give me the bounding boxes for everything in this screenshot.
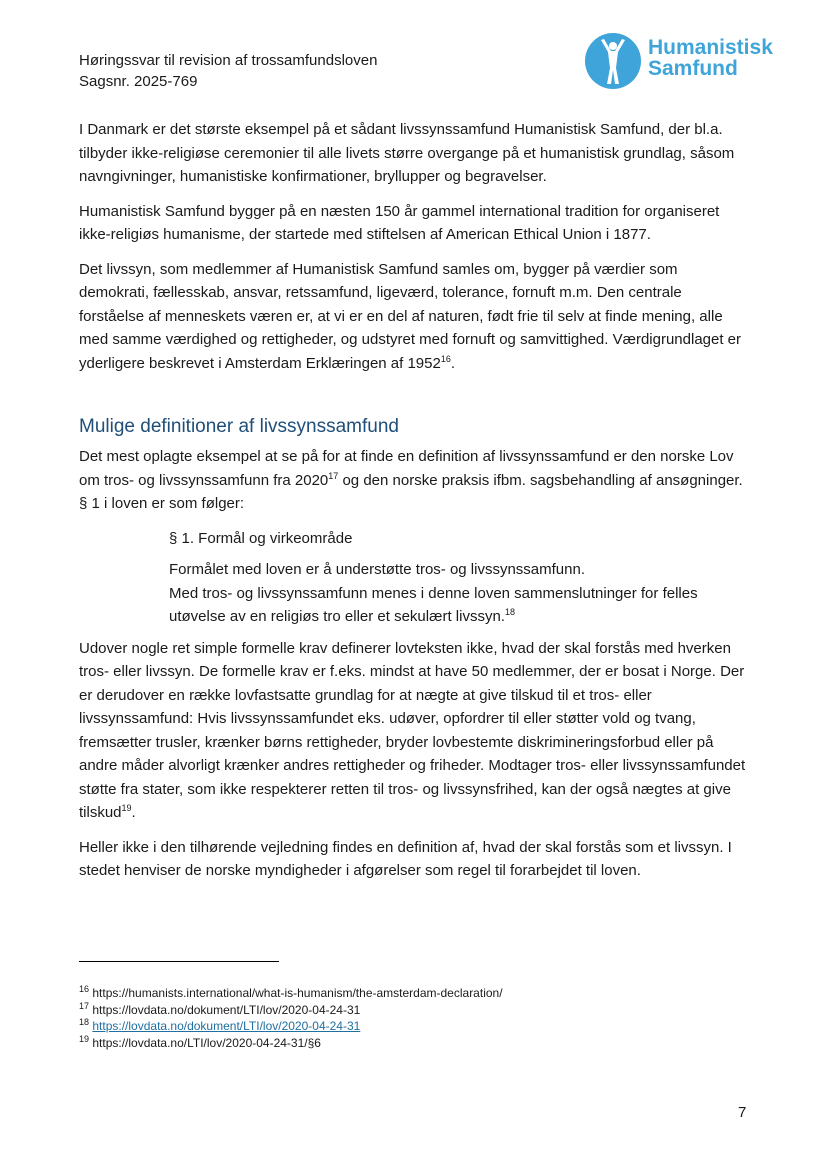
paragraph: Humanistisk Samfund bygger på en næsten 150 år gammel international tradition for organiseret ikke-religiøs humanisme, der startede med stiftelsen af American Ethical Union i 1877. (79, 202, 720, 243)
section-heading: Mulige definitioner af livssynssamfund (79, 416, 399, 437)
footnote-ref: 17 (328, 470, 339, 481)
footnote: $^{18}$ https://lovdata.no/dokument/LTI/lov/2020-04-24-31 (79, 1017, 361, 1033)
document-title: Høringssvar til revision af trossamfundsloven (79, 52, 378, 69)
quote-title: § 1. Formål og virkeområde (169, 529, 353, 547)
footnote: $^{17}$ https://lovdata.no/dokument/LTI/lov/2020-04-24-31 (79, 1000, 361, 1017)
document-body (79, 118, 749, 894)
footnote-ref: 19 (121, 803, 132, 813)
footnote-divider (79, 961, 279, 962)
paragraph: I Danmark er det største eksempel på et sådant livssynssamfund Humanistisk Samfund, der bl.a. tilbyder ikke-religiøse ceremonier til alle livets større overgange på et humanistisk grundlag, såsom navngivninger, humanistiske konfirmationer, bryllupper og begravelser. (79, 121, 735, 185)
footnotes (79, 985, 503, 1051)
footnote: $^{16}$ https://humanists.international/what-is-humanism/the-amsterdam-declaration/ (79, 984, 503, 1000)
quote-line: Formålet med loven er å understøtte tros- og livssynssamfunn. (169, 561, 586, 578)
paragraph: Det livssyn, som medlemmer af Humanistisk Samfund samles om, bygger på værdier som demokrati, fællesskab, ansvar, retssamfund, ligeværd, tolerance, fornuft m.m. Den centrale forståelse af menneskets væren er, at vi er en del af naturen, født frie til selv at finde mening, alle med samme værdighed og rettigheder, og udstyret med fornuft og samvittighed. Værdigrundlaget er yderligere beskrevet i Amsterdam Erklæringen af 1952$^{16}$. (79, 260, 742, 372)
page-number: 7 (738, 1104, 747, 1121)
footnote-link[interactable]: https://lovdata.no/dokument/LTI/lov/2020-04-24-31 (92, 1019, 361, 1033)
quote-line: Med tros- og livssynssamfunn menes i denne loven sammenslutninger for felles utøvelse av en religiøs tro eller et sekulært livssyn.$^{18}$ (169, 584, 698, 625)
humanistisk-samfund-logo (584, 32, 784, 92)
page-header (79, 50, 377, 92)
footnote-ref: 18 (504, 607, 515, 617)
footnote: $^{19}$ https://lovdata.no/LTI/lov/2020-04-24-31/§6 (79, 1033, 321, 1050)
paragraph: Det mest oplagte eksempel at se på for at finde en definition af livssynssamfund er den norske Lov om tros- og livssynssamfunn fra 2020$^{17}$ og den norske praksis ifbm. sagsbehandling af ansøgninger. § 1 i loven er som følger: (79, 448, 743, 512)
case-number: Sagsnr. 2025-769 (79, 73, 198, 90)
paragraph: Udover nogle ret simple formelle krav definerer lovteksten ikke, hvad der skal forstås med hverken tros- eller livssyn. De formelle krav er f.eks. mindst at have 50 medlemmer, der er bosat i Norge. Der er derudover en række lovfastsatte grundlag for at nægte at give tilskud til et tros- eller livssynssamfund: Hvis livssynssamfundet eks. udøver, opfordrer til eller støtter vold og tvang, fremsætter trusler, krænker børns rettigheder, bryder lovbestemte diskrimineringsforbud eller på andre måder alvorligt krænker andres rettigheder og friheder. Modtager tros- eller livssynssamfundet støtte fra stater, som ikke respekterer retten til tros- og livssynsfrihed, kan der også nægtes at give tilskud$^{19}$. (79, 639, 746, 821)
humanist-figure-icon (584, 32, 642, 90)
footnote-ref: 16 (440, 353, 451, 364)
paragraph: Heller ikke i den tilhørende vejledning findes en definition af, hvad der skal forstås som et livssyn. I stedet henviser de norske myndigheder i afgørelser som regel til forarbejdet til loven. (79, 838, 732, 879)
law-quote (169, 527, 749, 629)
logo-wordmark: Humanistisk Samfund (648, 36, 773, 80)
